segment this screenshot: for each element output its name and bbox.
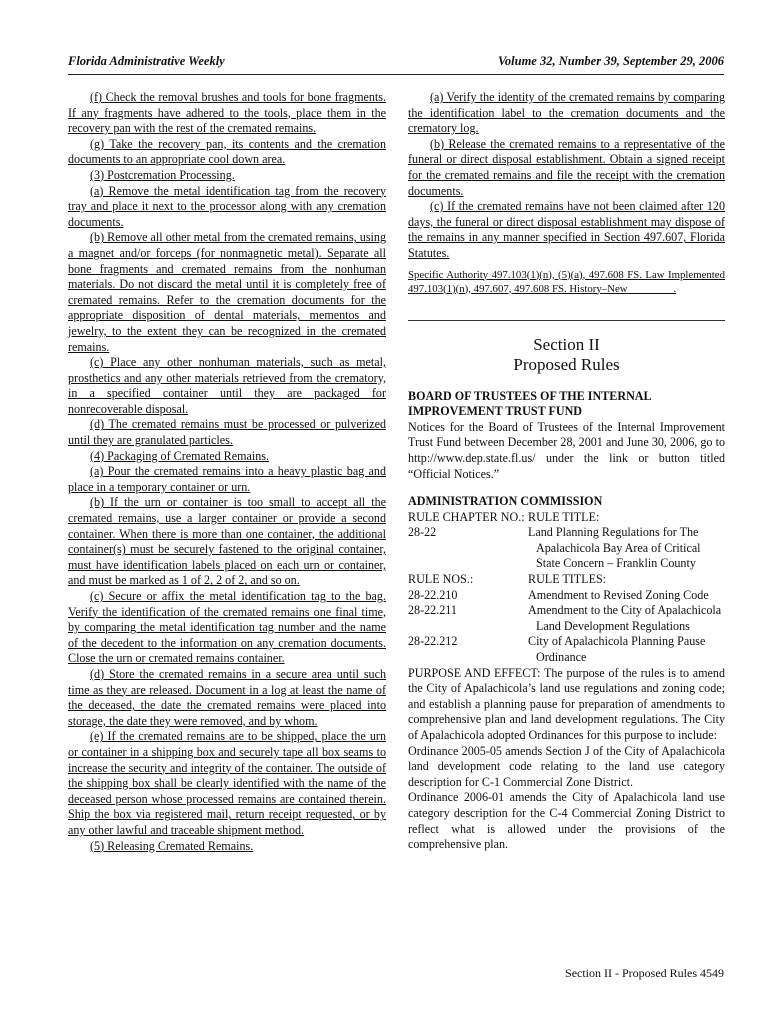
rule-number-cell: RULE NOS.: bbox=[408, 572, 474, 587]
paragraph: (g) Take the recovery pan, its contents and the cremation documents to an appropriate cool down area. bbox=[68, 136, 386, 167]
paragraph: (b) Remove all other metal from the cremated remains, using a magnet and/or forceps (for nonmagnetic metal). Separate all bone fragments and cremated remains from the nonhuman materials. Do not discard the metal until it is completely free of cremated remains. Refer to the cremation documents for the appropriate disposition of dental materials, mementos and jewelry, to the extent they can be recognized in the cremated remains. bbox=[68, 230, 386, 354]
section-divider bbox=[408, 320, 725, 321]
purpose-paragraph: PURPOSE AND EFFECT: The purpose of the rules is to amend the City of Apalachicola’s land use regulations and zoning code; and establish a planning pause for preparation of amendments to comprehensive plan and land development regulations. The City of Apalachicola adopted Ordinances for this purpose to include: bbox=[408, 665, 725, 742]
paragraph: (5) Releasing Cremated Remains. bbox=[90, 838, 254, 853]
table-row bbox=[408, 510, 725, 526]
rulemaking-authority: Specific Authority 497.103(1)(n), (5)(a), 497.608 FS. Law Implemented 497.103(1)(n), 497.607, 497.608 FS. History–New ________. bbox=[408, 268, 725, 295]
paragraph: (c) Place any other nonhuman materials, such as metal, prosthetics and any other materials retrieved from the crematory, in a specified container until they are packaged for nonrecoverable disposal. bbox=[68, 355, 386, 416]
paragraph: (e) If the cremated remains are to be shipped, place the urn or container in a shipping box and securely tape all box seams to increase the security and integrity of the container. The outside of the shipping box shall be clearly identified with the name of the deceased person whose processed remains are contained therein. Ship the box via registered mail, return receipt requested, or by any other lawful and traceable shipment method. bbox=[68, 729, 386, 837]
rule-title-cell: Amendment to Revised Zoning Code bbox=[528, 587, 709, 602]
table-row bbox=[408, 525, 725, 572]
publication-title: Florida Administrative Weekly bbox=[68, 54, 225, 68]
section-number: Section II bbox=[533, 334, 600, 354]
paragraph: (c) If the cremated remains have not been claimed after 120 days, the funeral or direct disposal establishment may dispose of the remains in any manner specified in Section 497.607, Florida Statutes. bbox=[408, 199, 725, 260]
rule-title-cell: City of Apalachicola Planning Pause Ordinance bbox=[528, 634, 706, 665]
paragraph: (a) Verify the identity of the cremated remains by comparing the identification label to the cremation documents and the crematory log. bbox=[408, 90, 725, 136]
section-title: Proposed Rules bbox=[513, 354, 620, 374]
rule-number-cell: 28-22.212 bbox=[408, 634, 458, 649]
paragraph: (f) Check the removal brushes and tools for bone fragments. If any fragments have adhered to the tools, place them in the recovery pan with the rest of the cremated remains. bbox=[68, 90, 386, 136]
rule-title-cell: RULE TITLES: bbox=[528, 572, 607, 587]
rule-title-cell: Amendment to the City of Apalachicola Land Development Regulations bbox=[528, 603, 722, 633]
rule-number-cell: 28-22.211 bbox=[408, 603, 457, 618]
paragraph: (4) Packaging of Cremated Remains. bbox=[90, 448, 270, 463]
notice-paragraph: Notices for the Board of Trustees of the Internal Improvement Trust Fund between December 28, 2001 and June 30, 2006, go to http://www.dep.state.fl.us/ under the link or button titled “Official Notices.” bbox=[408, 419, 725, 481]
rule-number-cell: 28-22 bbox=[408, 525, 437, 540]
paragraph: (c) Secure or affix the metal identification tag to the bag. Verify the identification of the cremated remains one final time, by comparing the metal identification tag number and the name of the decedent to the information on any cremation documents. Close the urn or cremated remains container. bbox=[68, 589, 386, 666]
table-row bbox=[408, 603, 725, 634]
table-row bbox=[408, 572, 725, 588]
section-heading bbox=[408, 335, 725, 375]
paragraph: (d) Store the cremated remains in a secure area until such time as they are released. Document in a log at least the name of the deceased, the date the cremated remains were placed into storage, the date they were removed, and by whom. bbox=[68, 666, 386, 728]
table-row bbox=[408, 634, 725, 665]
ordinance-paragraph: Ordinance 2005-05 amends Section J of the City of Apalachicola land development code relating to the land use category description for C-1 Commercial Zone District. bbox=[408, 743, 725, 789]
paragraph: (d) The cremated remains must be processed or pulverized until they are granulated particles. bbox=[68, 417, 386, 448]
paragraph: (b) Release the cremated remains to a representative of the funeral or direct disposal establishment. Obtain a signed receipt for the cremated remains and file the receipt with the cremation documents. bbox=[408, 136, 725, 198]
agency-heading: ADMINISTRATION COMMISSION bbox=[408, 494, 603, 509]
table-row bbox=[408, 588, 725, 604]
rule-number-cell: RULE CHAPTER NO.: bbox=[408, 509, 525, 524]
agency-heading: BOARD OF TRUSTEES OF THE INTERNAL IMPROVEMENT TRUST FUND bbox=[408, 388, 651, 419]
left-column bbox=[68, 90, 386, 854]
right-column bbox=[408, 90, 725, 853]
page-footer: Section II - Proposed Rules 4549 bbox=[565, 966, 724, 980]
rule-number-cell: 28-22.210 bbox=[408, 587, 458, 602]
running-header bbox=[68, 54, 724, 75]
ordinance-paragraph: Ordinance 2006-01 amends the City of Apalachicola land use category description for the C-4 Commercial Zoning District to reflect what is allowed under the provisions of the comprehensive plan. bbox=[408, 790, 725, 852]
paragraph: (a) Remove the metal identification tag from the recovery tray and place it next to the processor along with any cremation documents. bbox=[68, 183, 386, 229]
issue-info: Volume 32, Number 39, September 29, 2006 bbox=[497, 54, 724, 68]
paragraph: (b) If the urn or container is too small to accept all the cremated remains, use a larger container or provide a second container. When there is more than one container, the additional container(s) must be securely fastened to the original container, must have identification labels placed on each urn or container, and must be marked as 1 of 2, 2 of 2, and so on. bbox=[68, 495, 386, 588]
rule-title-cell: Land Planning Regulations for The Apalachicola Bay Area of Critical State Concern – Franklin County bbox=[528, 525, 701, 571]
rule-title-cell: RULE TITLE: bbox=[528, 509, 600, 524]
paragraph: (a) Pour the cremated remains into a heavy plastic bag and place in a temporary container or urn. bbox=[68, 464, 386, 494]
paragraph: (3) Postcremation Processing. bbox=[90, 167, 235, 182]
rule-table bbox=[408, 510, 725, 666]
